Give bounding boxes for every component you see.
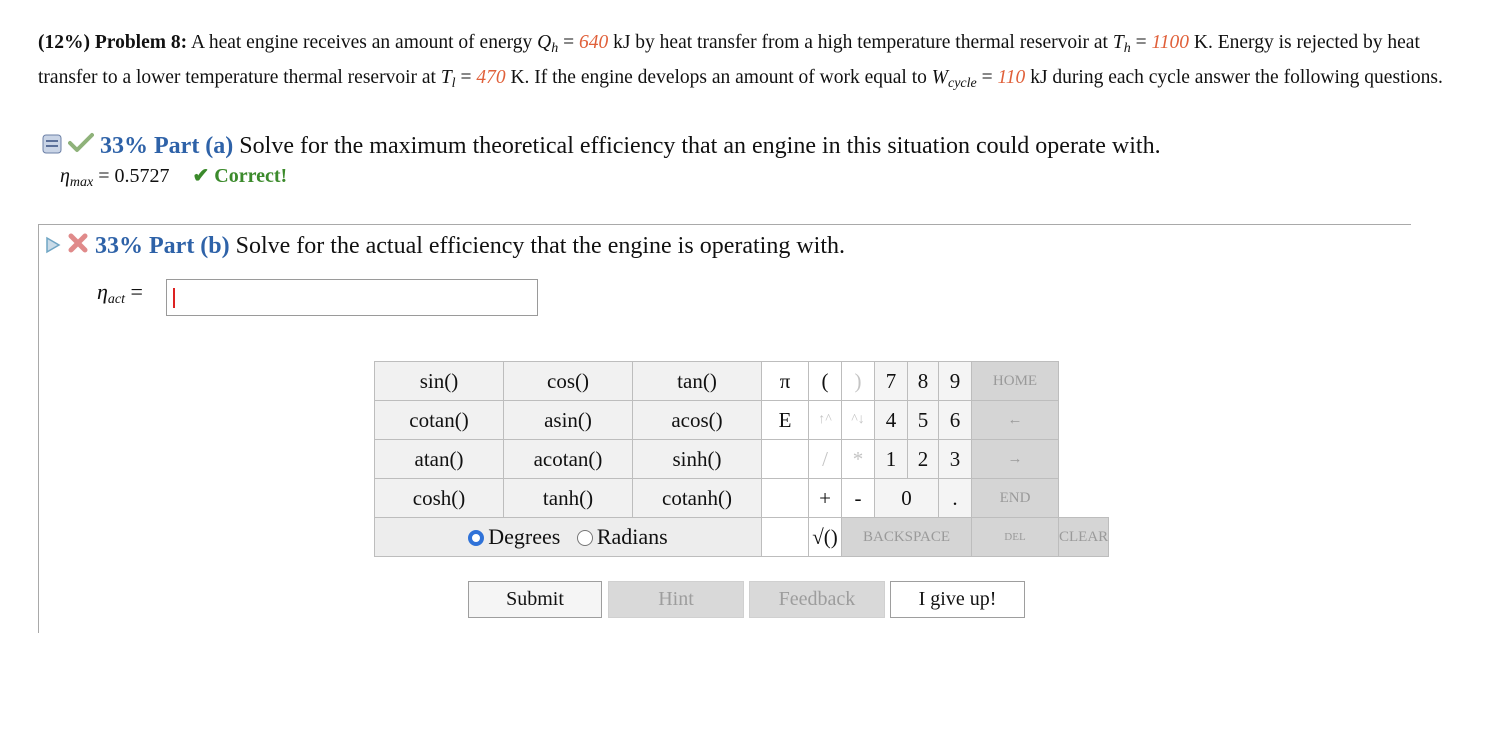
key-down-power[interactable]: ^↓ (842, 401, 875, 440)
key-1[interactable]: 1 (875, 440, 908, 479)
key-del[interactable]: DEL (972, 518, 1059, 557)
qh-subscript: h (551, 41, 559, 56)
tl-symbol: T (440, 67, 452, 88)
part-b-header (45, 231, 845, 262)
key-sqrt[interactable]: √() (809, 518, 842, 557)
part-b-input-label (97, 279, 143, 308)
key-clear[interactable]: CLEAR (1059, 518, 1109, 557)
key-decimal[interactable]: . (939, 479, 972, 518)
give-up-button[interactable]: I give up! (890, 581, 1025, 618)
part-b-label: Part (b) (149, 233, 230, 259)
key-up-power[interactable]: ↑^ (809, 401, 842, 440)
problem-statement: (12%) Problem 8: A heat engine receives an amount of energy $Q_h = 640$ kJ by heat transfer from a high temperature thermal reservoir at $T_h = 1100$ K. Energy is rejected by heat transfer to a lower temperature thermal reservoir at $T_l = 470$ K. If the engine develops an amount of work equal to $W_{cycle} = 110$ kJ during each cycle answer the following questions. (38, 32, 1443, 91)
w-subscript: cycle (948, 76, 977, 91)
key-blank-2 (762, 479, 809, 518)
problem-text-5: kJ during each cycle answer the following questions. (1030, 67, 1443, 88)
problem-percent: (12%) (38, 32, 90, 53)
key-2[interactable]: 2 (908, 440, 939, 479)
key-8[interactable]: 8 (908, 362, 939, 401)
angle-mode-selector (375, 518, 762, 557)
problem-label: Problem 8: (94, 32, 188, 53)
part-a-question: Solve for the maximum theoretical efficiency that an engine in this situation could operate with. (239, 133, 1161, 159)
key-e[interactable]: E (762, 401, 809, 440)
part-a-header (42, 131, 1442, 162)
key-5[interactable]: 5 (908, 401, 939, 440)
feedback-button[interactable]: Feedback (749, 581, 885, 618)
key-end[interactable]: END (972, 479, 1059, 518)
key-4[interactable]: 4 (875, 401, 908, 440)
radians-label[interactable]: Radians (596, 524, 668, 549)
w-value: 110 (997, 67, 1026, 88)
th-subscript: h (1123, 41, 1131, 56)
key-backspace[interactable]: BACKSPACE (842, 518, 972, 557)
part-b-question: Solve for the actual efficiency that the engine is operating with. (235, 233, 845, 259)
cross-icon (67, 232, 89, 262)
key-cosh[interactable]: cosh() (375, 479, 504, 518)
problem-text-4: K. If the engine develops an amount of work equal to (510, 67, 927, 88)
equals-sign: = (130, 279, 143, 304)
key-cotanh[interactable]: cotanh() (633, 479, 762, 518)
key-6[interactable]: 6 (939, 401, 972, 440)
key-close-paren[interactable]: ) (842, 362, 875, 401)
checkmark-icon (68, 132, 94, 162)
key-tanh[interactable]: tanh() (504, 479, 633, 518)
correct-status: ✔ Correct! (192, 165, 288, 187)
key-9[interactable]: 9 (939, 362, 972, 401)
key-acos[interactable]: acos() (633, 401, 762, 440)
part-a-percent: 33% (100, 133, 148, 159)
key-7[interactable]: 7 (875, 362, 908, 401)
submit-button[interactable]: Submit (468, 581, 602, 618)
problem-text-3: K. Energy is rejected by heat transfer to a lower temperature thermal reservoir at (38, 32, 1420, 88)
problem-text-2: kJ by heat transfer from a high temperature thermal reservoir at (613, 32, 1108, 53)
part-a-label: Part (a) (154, 133, 234, 159)
key-acotan[interactable]: acotan() (504, 440, 633, 479)
key-atan[interactable]: atan() (375, 440, 504, 479)
key-left-arrow[interactable]: ← (972, 401, 1059, 440)
part-a-answer (60, 163, 287, 196)
text-cursor (173, 288, 175, 308)
key-plus[interactable]: + (809, 479, 842, 518)
th-value: 1100 (1151, 32, 1190, 53)
eta-max-subscript: max (69, 175, 94, 190)
degrees-label[interactable]: Degrees (488, 524, 561, 549)
eta-act-symbol: η (97, 279, 108, 304)
key-cos[interactable]: cos() (504, 362, 633, 401)
hint-button[interactable]: Hint (608, 581, 744, 618)
key-asin[interactable]: asin() (504, 401, 633, 440)
key-blank-1 (762, 440, 809, 479)
qh-value: 640 (578, 32, 609, 53)
key-sin[interactable]: sin() (375, 362, 504, 401)
part-b-percent: 33% (95, 233, 143, 259)
key-3[interactable]: 3 (939, 440, 972, 479)
key-divide[interactable]: / (809, 440, 842, 479)
tl-subscript: l (451, 76, 456, 91)
radians-radio[interactable] (577, 530, 593, 546)
key-sinh[interactable]: sinh() (633, 440, 762, 479)
key-blank-3 (762, 518, 809, 557)
answer-input[interactable] (166, 279, 538, 316)
key-home[interactable]: HOME (972, 362, 1059, 401)
key-pi[interactable]: π (762, 362, 809, 401)
part-a-answer-value: = 0.5727 (98, 165, 170, 187)
w-symbol: W (931, 67, 948, 88)
qh-symbol: Q (537, 32, 552, 53)
degrees-radio[interactable] (468, 530, 484, 546)
collapse-icon[interactable] (42, 132, 62, 162)
key-0[interactable]: 0 (875, 479, 939, 518)
tl-value: 470 (476, 67, 506, 88)
key-minus[interactable]: - (842, 479, 875, 518)
key-tan[interactable]: tan() (633, 362, 762, 401)
key-cotan[interactable]: cotan() (375, 401, 504, 440)
key-open-paren[interactable]: ( (809, 362, 842, 401)
key-right-arrow[interactable]: → (972, 440, 1059, 479)
key-multiply[interactable]: * (842, 440, 875, 479)
expand-arrow-icon[interactable] (45, 232, 61, 262)
problem-text-1: A heat engine receives an amount of energy (190, 32, 533, 53)
calculator-keypad (374, 361, 1109, 557)
th-symbol: T (1112, 32, 1124, 53)
eta-symbol: η (60, 165, 70, 187)
eta-act-subscript: act (107, 292, 126, 307)
